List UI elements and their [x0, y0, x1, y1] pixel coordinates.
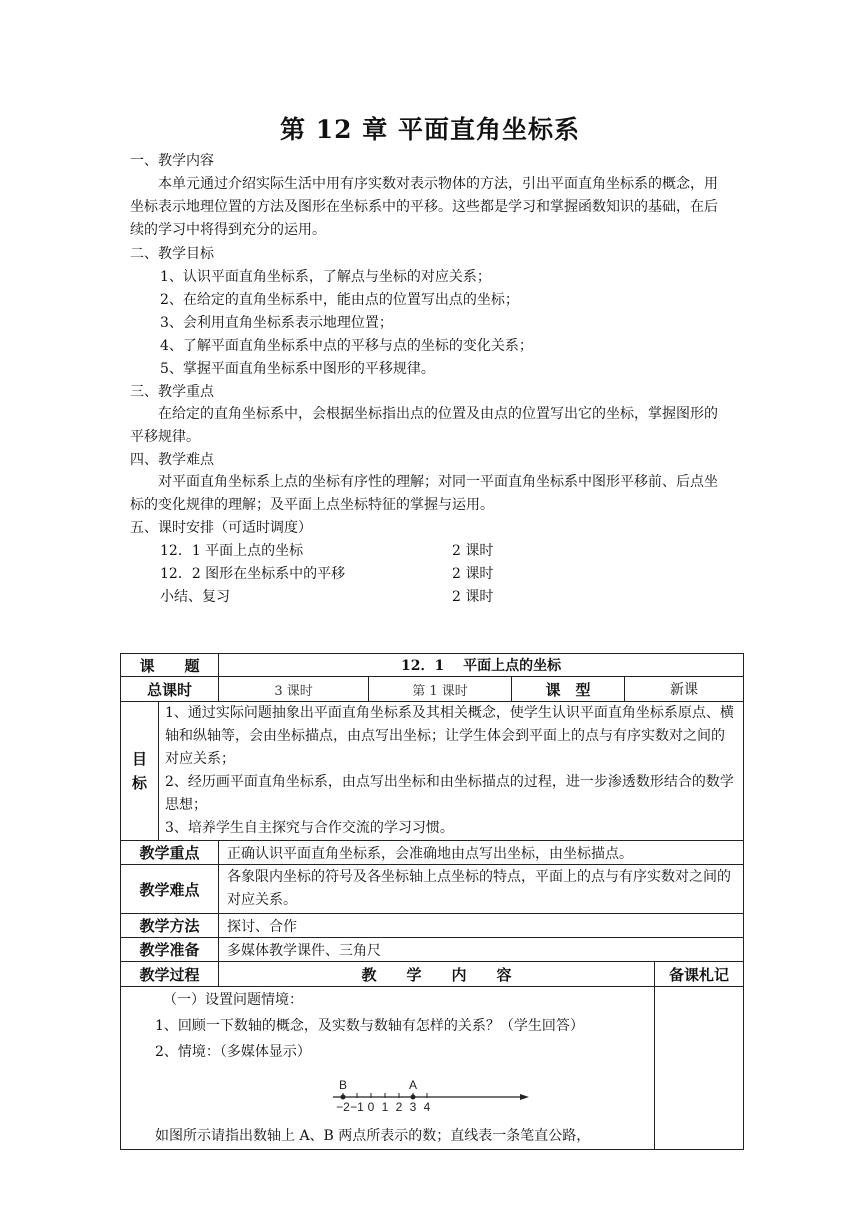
schedule-hours: 2 课时 [452, 566, 494, 582]
number-line-figure [127, 1065, 648, 1123]
point-a-marker [411, 1095, 416, 1100]
goal-item: 2、在给定的直角坐标系中，能由点的位置写出点的坐标； [160, 292, 519, 308]
goal-item: 5、掌握平面直角坐标系中图形的平移规律。 [160, 361, 435, 377]
number-line-tick-label: 1 [381, 1100, 389, 1114]
number-line-tick-label: −2 [336, 1100, 350, 1114]
process-step: （一）设置问题情境： [163, 992, 303, 1008]
section-heading-key: 三、教学重点 [130, 384, 214, 400]
schedule-hours: 2 课时 [452, 543, 494, 559]
lesson-plan-table [120, 653, 744, 1150]
goal-label-char: 标 [131, 774, 147, 792]
section-heading-difficulty: 四、教学难点 [130, 452, 214, 468]
section-heading-schedule: 五、课时安排（可适时调度） [130, 520, 312, 536]
process-label: 教学过程 [121, 962, 219, 987]
number-line-tick-label: 2 [395, 1100, 403, 1114]
difficulty-value: 各象限内坐标的符号及各坐标轴上点坐标的特点，平面上的点与有序实数对之间的对应关系。 [219, 865, 744, 914]
schedule-name: 12．1 平面上点的坐标 [160, 543, 304, 559]
difficulty-label: 教学难点 [121, 865, 219, 914]
goal-text: 1、通过实际问题抽象出平面直角坐标系及其相关概念，使学生认识平面直角坐标系原点、横轴和纵轴等，会由坐标描点，由点写出坐标；让学生体会到平面上的点与有序实数对之间的对应关系； [165, 705, 734, 767]
goal-label-char: 目 [131, 750, 147, 768]
goal-content [159, 702, 744, 841]
method-label: 教学方法 [121, 914, 219, 938]
schedule-hours: 2 课时 [452, 589, 494, 605]
notes-column [655, 987, 744, 1150]
process-question: 2、情境：（多媒体显示） [155, 1044, 311, 1060]
section-body-difficulty: 对平面直角坐标系上点的坐标有序性的理解；对同一平面直角坐标系中图形平移前、后点坐标的变化规律的理解；及平面上点坐标特征的掌握与运用。 [130, 474, 718, 513]
goal-item: 4、了解平面直角坐标系中点的平移与点的坐标的变化关系； [160, 338, 533, 354]
method-value: 探讨、合作 [219, 914, 744, 938]
preparation-label: 教学准备 [121, 938, 219, 962]
point-b-label: B [338, 1078, 348, 1092]
page-title: 第 12 章 平面直角坐标系 [280, 115, 580, 144]
goal-label [121, 702, 159, 841]
type-label: 课 型 [512, 677, 625, 702]
total-hours-label: 总课时 [121, 677, 219, 702]
preparation-value: 多媒体教学课件、三角尺 [219, 938, 744, 962]
point-b-marker [341, 1095, 346, 1100]
goal-item: 3、会利用直角坐标系表示地理位置； [160, 315, 393, 331]
topic-label: 课 题 [121, 654, 219, 677]
section-body-key: 在给定的直角坐标系中，会根据坐标指出点的位置及由点的位置写出它的坐标，掌握图形的平移规律。 [130, 406, 718, 445]
number-line-tick-label: −1 [350, 1100, 364, 1114]
schedule-name: 小结、复习 [160, 589, 230, 605]
lesson-number: 第 1 课时 [369, 677, 512, 702]
number-line-arrow [520, 1094, 529, 1100]
process-question: 1、回顾一下数轴的概念，及实数与数轴有怎样的关系？（学生回答） [155, 1018, 584, 1034]
key-label: 教学重点 [121, 841, 219, 865]
key-value: 正确认识平面直角坐标系，会准确地由点写出坐标，由坐标描点。 [219, 841, 744, 865]
section-body-content: 本单元通过介绍实际生活中用有序实数对表示物体的方法，引出平面直角坐标系的概念，用坐标表示地理位置的方法及图形在坐标系中的平移。这些都是学习和掌握函数知识的基础，在后续的学习中将得到充分的运用。 [130, 176, 718, 238]
section-heading-content: 一、教学内容 [130, 153, 214, 169]
section-heading-goals: 二、教学目标 [130, 246, 214, 262]
number-line-tick-label: 4 [423, 1100, 431, 1114]
goal-text: 2、经历画平面直角坐标系，由点写出坐标和由坐标描点的过程，进一步渗透数形结合的数学思想； [165, 774, 734, 813]
process-content [121, 987, 655, 1150]
number-line-tick-label: 3 [409, 1100, 417, 1114]
process-text: 如图所示请指出数轴上 A、B 两点所表示的数；直线表一条笔直公路， [155, 1128, 591, 1144]
goal-text: 3、培养学生自主探究与合作交流的学习习惯。 [165, 820, 454, 836]
point-a-label: A [408, 1078, 418, 1092]
schedule-name: 12．2 图形在坐标系中的平移 [160, 566, 346, 582]
number-line-tick-label: 0 [367, 1100, 375, 1114]
number-line [127, 1065, 607, 1123]
type-value: 新课 [625, 677, 744, 702]
notes-label: 备课札记 [655, 962, 744, 987]
total-hours-value: 3 课时 [219, 677, 369, 702]
goal-item: 1、认识平面直角坐标系，了解点与坐标的对应关系； [160, 269, 491, 285]
content-label: 教 学 内 容 [219, 962, 655, 987]
topic-value: 12．1 平面上点的坐标 [219, 654, 744, 677]
